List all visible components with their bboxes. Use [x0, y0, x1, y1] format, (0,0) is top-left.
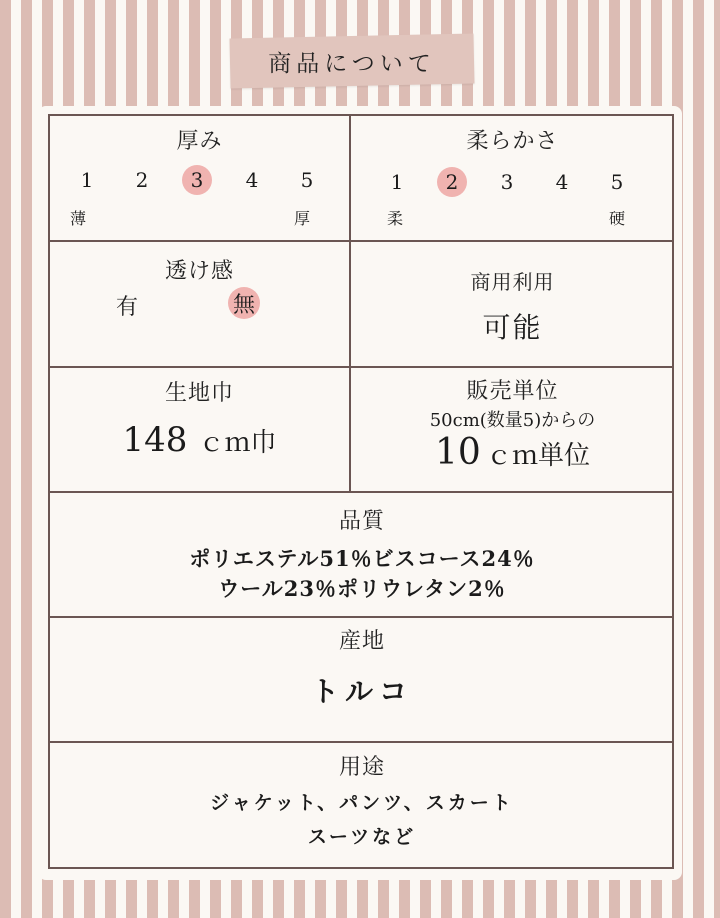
- thickness-scale: [72, 165, 347, 195]
- material-line-2: ウール23％ポリウレタン2％: [218, 576, 506, 601]
- sales-unit-unit: ｃｍ単位: [485, 441, 590, 471]
- usage-line-2: スーツなど: [307, 826, 417, 848]
- softness-level-2-selected: 2: [437, 167, 467, 197]
- thickness-level-5: 5: [300, 168, 314, 192]
- transparency-option-yes: 有: [116, 295, 139, 320]
- origin-label: 産地: [338, 629, 385, 654]
- row-divider: [48, 491, 674, 493]
- material-line-1: ポリエステル51％ビスコース24％: [189, 546, 535, 571]
- fabric-width-value: [50, 420, 349, 460]
- softness-level-3: 3: [500, 170, 514, 194]
- usage-label: 用途: [338, 755, 385, 780]
- softness-level-1: 1: [390, 170, 404, 194]
- thickness-max-label: 厚: [294, 209, 311, 228]
- softness-min-label: 柔: [387, 209, 404, 228]
- row-divider: [48, 240, 674, 242]
- row-divider: [48, 366, 674, 368]
- softness-level-5: 5: [610, 170, 624, 194]
- page-title: 商品について: [268, 50, 436, 77]
- sales-unit-value: [351, 432, 674, 473]
- row-divider: [48, 741, 674, 743]
- commercial-use-label: 商用利用: [470, 270, 555, 294]
- softness-scale: [382, 167, 657, 197]
- origin-value: トルコ: [310, 675, 413, 708]
- thickness-level-2: 2: [135, 168, 149, 192]
- fabric-width-label: 生地巾: [164, 381, 234, 406]
- transparency-option-no-selected: [228, 287, 260, 319]
- thickness-level-3-selected: 3: [182, 165, 212, 195]
- sales-unit-number: 10: [435, 432, 481, 473]
- commercial-use-value: 可能: [482, 311, 543, 344]
- fabric-width-unit: ｃｍ巾: [198, 428, 277, 458]
- material-label: 品質: [338, 509, 385, 534]
- transparency-label: 透け感: [164, 259, 234, 284]
- softness-level-4: 4: [555, 170, 569, 194]
- thickness-level-4: 4: [245, 168, 259, 192]
- usage-line-1: ジャケット、パンツ、スカート: [210, 792, 514, 814]
- transparency-selected-mark: 無: [228, 287, 260, 319]
- thickness-min-label: 薄: [70, 209, 87, 228]
- fabric-width-number: 148: [122, 420, 188, 460]
- thickness-level-1: 1: [80, 168, 94, 192]
- thickness-label: 厚み: [176, 129, 223, 154]
- sales-unit-label: 販売単位: [466, 379, 559, 404]
- softness-label: 柔らかさ: [466, 129, 559, 154]
- row-divider: [48, 616, 674, 618]
- softness-max-label: 硬: [609, 209, 626, 228]
- sales-unit-note: 50cm(数量5)からの: [429, 410, 596, 431]
